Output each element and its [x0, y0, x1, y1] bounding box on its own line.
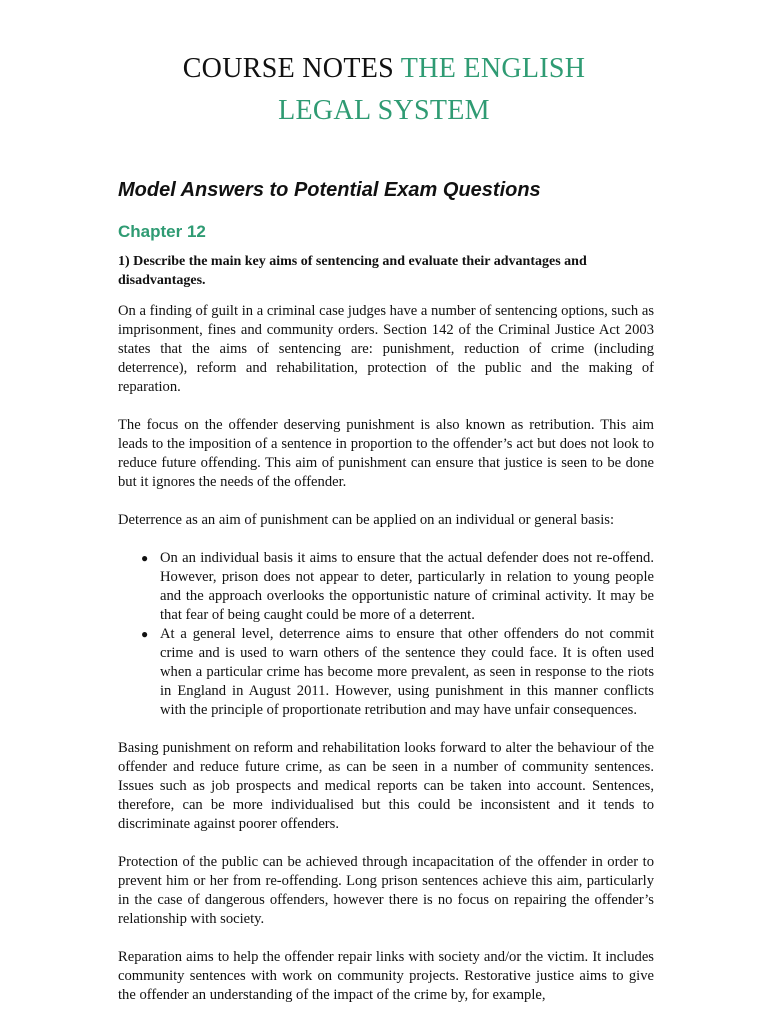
paragraph-sentencing-options: On a finding of guilt in a criminal case judges have a number of sentencing options, such as imprisonment, fines and community orders. Section 142 of the Criminal Justice Act 2003 states that the aims of sentencing are: punishment, reduction of crime (including deterrence), reform and rehabilitation, protection of the public and the making of reparation. — [118, 303, 654, 395]
bullet-item-individual — [118, 549, 654, 625]
bullet-icon: ● — [141, 551, 149, 565]
section-subtitle: Model Answers to Potential Exam Questions — [118, 179, 541, 201]
document-header — [0, 48, 768, 132]
bullet-item-general — [118, 625, 654, 720]
header-course-notes: COURSE NOTES — [182, 53, 394, 84]
chapter-heading: Chapter 12 — [118, 222, 206, 241]
deterrence-bullet-list — [118, 549, 654, 720]
paragraph-reparation: Reparation aims to help the offender repair links with society and/or the victim. It includes community sentences with work on community projects. Restorative justice aims to give the offender an understanding of the impact of the crime by, for example, — [118, 949, 654, 1003]
paragraph-protection: Protection of the public can be achieved through incapacitation of the offender in order to prevent him or her from re-offending. Long prison sentences achieve this aim, particularly in the case of dangerous offenders, however there is no focus on repairing the offender’s relationship with society. — [118, 854, 654, 927]
bullet-text-individual: On an individual basis it aims to ensure that the actual defender does not re-offend. However, prison does not appear to deter, particularly in relation to young people and the approach overlooks the opportunistic nature of criminal activity. It may be that fear of being caught could be more of a deterrent. — [160, 550, 654, 623]
bullet-icon: ● — [141, 627, 149, 641]
paragraph-retribution: The focus on the offender deserving punishment is also known as retribution. This aim leads to the imposition of a sentence in proportion to the offender’s act but does not look to reduce future offending. This aim of punishment can ensure that justice is seen to be done but it ignores the needs of the offender. — [118, 417, 654, 490]
header-legal-system: LEGAL SYSTEM — [278, 95, 490, 126]
bullet-text-general: At a general level, deterrence aims to ensure that other offenders do not commit crime and is used to warn others of the sentence they could face. It is often used when a particular crime has become more prevalent, as seen in response to the riots in England in August 2011. However, using punishment in this manner conflicts with the principle of proportionate retribution and may have unfair consequences. — [160, 626, 654, 718]
paragraph-deterrence-intro: Deterrence as an aim of punishment can be applied on an individual or general basis: — [118, 512, 615, 528]
exam-question: 1) Describe the main key aims of sentencing and evaluate their advantages and disadvantages. — [118, 254, 587, 288]
header-line-1 — [0, 48, 768, 90]
answer-body — [118, 302, 654, 1024]
paragraph-rehabilitation: Basing punishment on reform and rehabilitation looks forward to alter the behaviour of the offender and reduce future crime, as can be seen in a number of community sentences. Issues such as job prospects and medical reports can be taken into account. Sentences, therefore, can be more individualised but this could be inconsistent and it tends to discriminate against poorer offenders. — [118, 740, 654, 832]
header-the-english: THE ENGLISH — [400, 53, 586, 84]
